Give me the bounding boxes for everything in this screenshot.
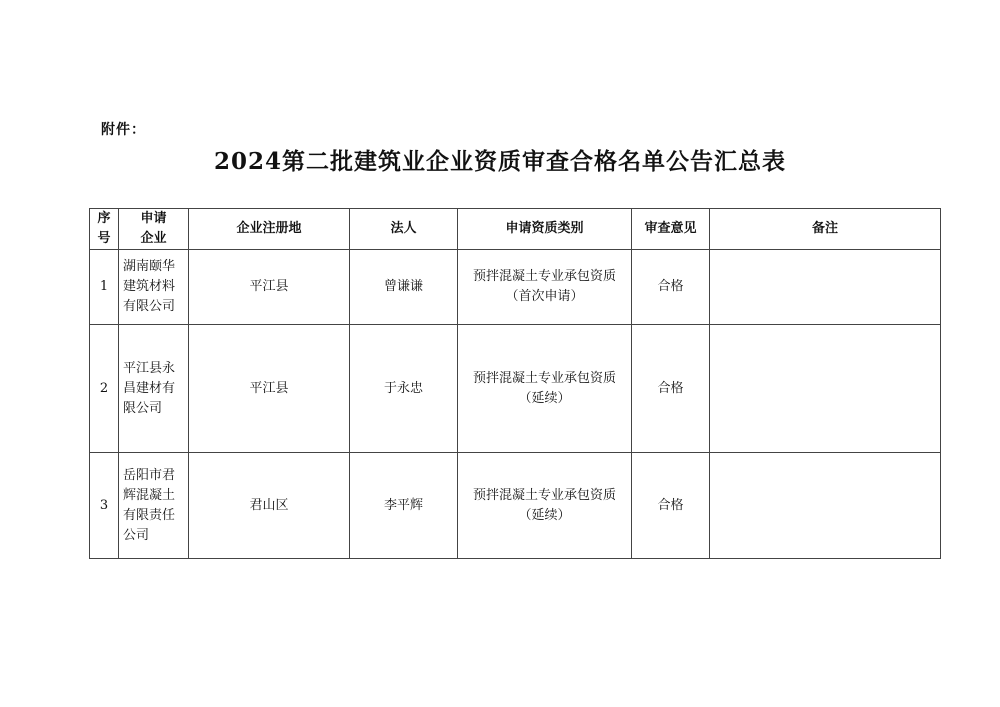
table-row [90,453,941,559]
cell-location: 平江县 [189,325,350,453]
qualification-table [89,208,941,559]
cell-qualification [458,250,632,325]
table-row [90,325,941,453]
cell-remarks [710,453,941,559]
cell-location: 平江县 [189,250,350,325]
cell-review: 合格 [632,325,710,453]
qualification-type: 预拌混凝土专业承包资质 [472,370,616,386]
qualification-note: （延续） [518,390,571,406]
cell-legal-person: 于永忠 [350,325,458,453]
header-legal-person: 法人 [350,209,458,250]
cell-qualification [458,325,632,453]
header-review: 审查意见 [632,209,710,250]
header-location: 企业注册地 [189,209,350,250]
qualification-note: （首次申请） [505,289,584,304]
cell-legal-person: 曾谦谦 [350,250,458,325]
cell-legal-person: 李平辉 [350,453,458,559]
cell-remarks [710,325,941,453]
cell-company: 湖南颐华建筑材料有限公司 [119,250,189,325]
header-seq: 序号 [90,209,119,250]
qualification-type: 预拌混凝土专业承包资质 [472,269,616,284]
qualification-type: 预拌混凝土专业承包资质 [472,487,616,503]
header-remarks: 备注 [710,209,941,250]
attachment-label: 附件： [101,122,146,138]
cell-company: 平江县永昌建材有限公司 [119,325,189,453]
qualification-note: （延续） [518,507,571,523]
table-header-row [90,209,941,250]
cell-review: 合格 [632,453,710,559]
header-qualification: 申请资质类别 [458,209,632,250]
cell-review: 合格 [632,250,710,325]
cell-location: 君山区 [189,453,350,559]
table-row [90,250,941,325]
cell-seq: 1 [90,250,119,325]
cell-seq: 3 [90,453,119,559]
cell-seq: 2 [90,325,119,453]
cell-remarks [710,250,941,325]
cell-qualification [458,453,632,559]
page-title: 2024第二批建筑业企业资质审查合格名单公告汇总表 [213,148,786,175]
cell-company: 岳阳市君辉混凝土有限责任公司 [119,453,189,559]
header-company: 申请企业 [119,209,189,250]
